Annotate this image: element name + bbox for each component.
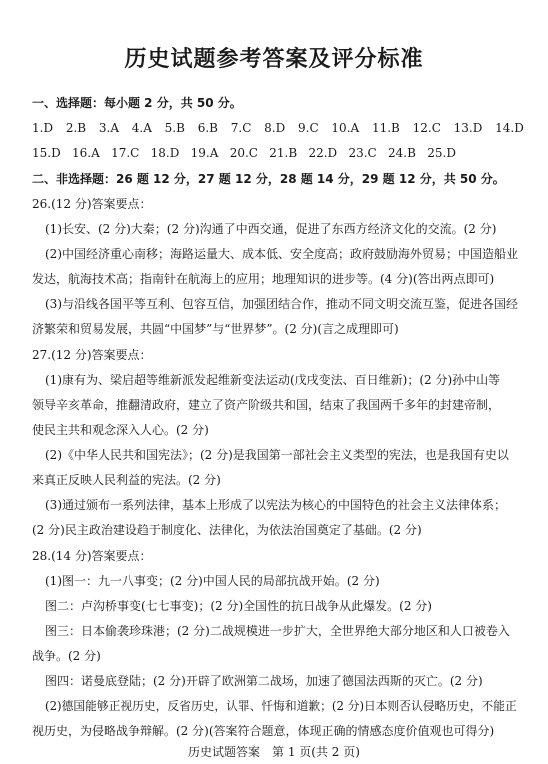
mc-answer: 13.D bbox=[453, 121, 483, 135]
mc-answer: 23.C bbox=[348, 146, 377, 160]
q28-line: (2)德国能够正视历史，反省历史，认罪、忏悔和道歉；(2 分)日本则否认侵略历史，不能正 bbox=[45, 699, 517, 713]
mc-answer: 17.C bbox=[111, 146, 140, 160]
q28-line: 图二：卢沟桥事变(七七事变)；(2 分)全国性的抗日战争从此爆发。(2 分) bbox=[45, 599, 432, 613]
mc-answer: 8.D bbox=[264, 121, 286, 135]
mc-answer: 18.D bbox=[150, 146, 180, 160]
q27-line: 来真正反映人民利益的宪法。(2 分) bbox=[32, 473, 221, 487]
mc-answer: 22.D bbox=[308, 146, 338, 160]
mc-answer: 2.B bbox=[65, 121, 87, 135]
q28-line: 图三：日本偷袭珍珠港；(2 分)二战规模进一步扩大，全世界绝大部分地区和人口被卷入 bbox=[45, 624, 510, 638]
q26-header: 26.(12 分)答案要点： bbox=[32, 197, 152, 211]
q27-header: 27.(12 分)答案要点： bbox=[32, 348, 152, 362]
mc-answer: 3.A bbox=[98, 121, 120, 135]
mc-answer: 1.D bbox=[32, 121, 54, 135]
mc-answer: 11.B bbox=[371, 121, 400, 135]
page-title: 历史试题参考答案及评分标准 bbox=[124, 47, 424, 72]
q27-line: (3)通过颁布一系列法律，基本上形成了以宪法为核心的中国特色的社会主义法律体系； bbox=[45, 498, 507, 512]
mc-answer: 20.C bbox=[229, 146, 258, 160]
mc-answer: 6.B bbox=[197, 121, 218, 135]
q26-line: (1)长安、(2 分)大秦；(2 分)沟通了中西交通，促进了东西方经济文化的交流。(2 分) bbox=[45, 222, 497, 236]
mc-answer: 10.A bbox=[331, 121, 360, 135]
mc-answer: 4.A bbox=[131, 121, 152, 135]
q27-line: (2)《中华人民共和国宪法》；(2 分)是我国第一部社会主义类型的宪法，也是我国有史以 bbox=[45, 448, 509, 462]
mc-answer: 19.A bbox=[190, 146, 219, 160]
mc-answer: 14.D bbox=[495, 121, 524, 135]
mc-answer: 15.D bbox=[32, 146, 61, 160]
mc-answer: 16.A bbox=[72, 146, 100, 160]
q28-line: 视历史，为侵略战争辩解。(2 分)(答案符合题意，体现正确的情感态度价值观也可得分) bbox=[32, 724, 495, 738]
q26-line: (3)与沿线各国平等互利、包容互信，加强团结合作，推动不同文明交流互鉴，促进各国经 bbox=[45, 297, 519, 311]
mc-answer: 25.D bbox=[427, 146, 456, 160]
mc-answer: 21.B bbox=[269, 146, 298, 160]
mc-answer: 12.C bbox=[412, 121, 441, 135]
q27-line: 领导辛亥革命，推翻清政府，建立了资产阶级共和国，结束了我国两千多年的封建帝制， bbox=[32, 398, 501, 412]
q27-line: (2 分)民主政治建设趋于制度化、法律化，为依法治国奠定了基础。(2 分) bbox=[32, 523, 422, 537]
mc-answer: 7.C bbox=[230, 121, 252, 135]
q26-line: (2)中国经济重心南移；海路运量大、成本低、安全度高；政府鼓励海外贸易；中国造船业 bbox=[45, 247, 519, 261]
q27-line: (1)康有为、梁启超等维新派发起维新变法运动(戊戌变法、百日维新)；(2 分)孙中山等 bbox=[45, 373, 501, 387]
q28-line: 图四：诺曼底登陆；(2 分)开辟了欧洲第二战场，加速了德国法西斯的灭亡。(2 分) bbox=[45, 674, 483, 688]
page-footer: 历史试题答案 第 1 页(共 2 页) bbox=[188, 745, 360, 759]
q28-line: 战争。(2 分) bbox=[32, 649, 101, 663]
mc-answer: 9.C bbox=[298, 121, 319, 135]
q26-line: 济繁荣和贸易发展，共圆“中国梦”与“世界梦”。(2 分)(言之成理即可) bbox=[32, 322, 399, 336]
q26-line: 发达，航海技术高；指南针在航海上的应用；地理知识的进步等。(4 分)(答出两点即可) bbox=[32, 272, 495, 286]
q28-line: (1)图一：九一八事变；(2 分)中国人民的局部抗战开始。(2 分) bbox=[45, 574, 380, 588]
section1-heading: 一、选择题：每小题 2 分，共 50 分。 bbox=[32, 96, 242, 110]
q28-header: 28.(14 分)答案要点： bbox=[32, 549, 152, 563]
mc-answer: 24.B bbox=[388, 146, 416, 160]
q27-line: 使民主共和观念深入人心。(2 分) bbox=[32, 423, 209, 437]
mc-answers-row-1 bbox=[32, 121, 524, 135]
mc-answers-row-2 bbox=[32, 146, 456, 160]
section2-heading: 二、非选择题：26 题 12 分，27 题 12 分，28 题 14 分，29 题 12 分，共 50 分。 bbox=[32, 172, 505, 186]
mc-answer: 5.B bbox=[164, 121, 185, 135]
